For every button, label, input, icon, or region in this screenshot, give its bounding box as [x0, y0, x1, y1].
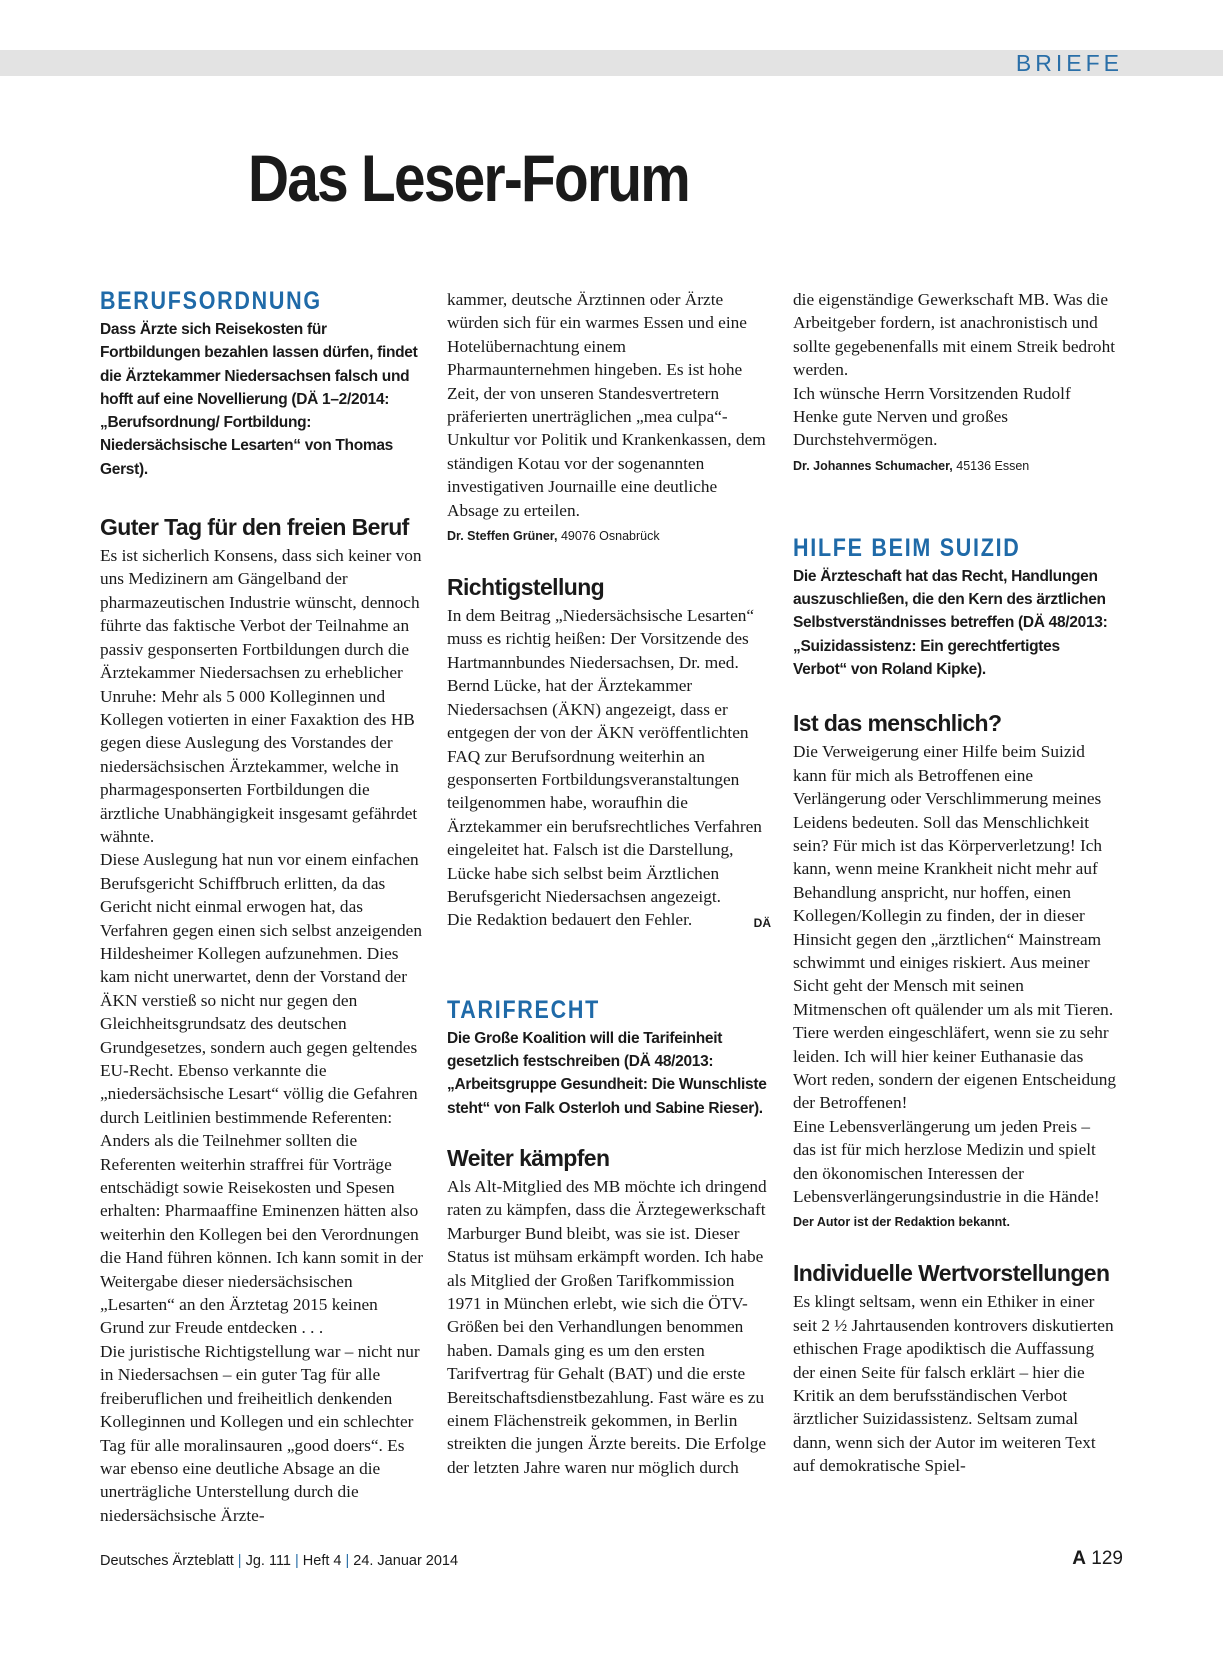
topic-berufsordnung: BERUFSORDNUNG	[100, 287, 322, 315]
signature-gruener	[447, 526, 771, 546]
article-guter-tag-continued	[447, 288, 771, 522]
paragraph: Diese Auslegung hat nun vor einem einfachen Berufsgericht Schiffbruch erlitten, da das Gericht nicht einmal erwogen hat, das Verfahren gegen einen sich selbst anzeigenden Hildesheimer Kollegen aufzunehmen. Dies kam nicht unerwartet, denn der Vorstand der ÄKN verstieß so nicht nur gegen den Gleichheitsgrundsatz des deutschen Grundgesetzes, sondern auch gegen geltendes EU-Recht. Ebenso verkannte die „niedersächsische Lesart“ völlig die Gefahren durch Leitlinien bestimmende Referenten: Anders als die Teilnehmer sollten die Referenten weiterhin straffrei für Vorträge entschädigt sowie Reisekosten und Spesen erhalten: Pharmaaffine Eminenzen hätten also weiterhin den Kollegen bei den Verordnungen die Hand führen können. Ich kann somit in der Weitergabe dieser niedersächsischen „Lesarten“ an den Ärztetag 2015 keinen Grund zur Freude entdecken . . .	[100, 850, 423, 1338]
column-3	[793, 288, 1117, 1478]
separator: |	[345, 1553, 350, 1569]
column-1	[100, 286, 424, 1527]
journal-name: Deutsches Ärzteblatt	[100, 1553, 234, 1569]
paragraph: Ich wünsche Herrn Vorsitzenden Rudolf Henke gute Nerven und großes Durchstehvermögen.	[793, 383, 1071, 450]
separator: |	[295, 1553, 299, 1569]
headline-individuelle-wertvorstellungen: Individuelle Wertvorstellungen	[793, 1260, 1110, 1287]
paragraph: In dem Beitrag „Niedersächsische Lesarten“ muss es richtig heißen: Der Vorsitzende des Hartmannbundes Niedersachsen, Dr. med. Bernd Lücke, hat der Ärztekammer Niedersachsen (ÄKN) angezeigt, dass er entgegen der von der ÄKN veröffentlichten FAQ zur Berufsordnung weiterhin an gesponserten Fortbildungsveranstaltungen teilgenommen habe, woraufhin die Ärztekammer ein berufsrechtliches Verfahren eingeleitet hat. Falsch ist die Darstellung, Lücke habe sich selbst beim Ärztlichen Berufsgericht Niedersachsen angezeigt.	[447, 606, 762, 906]
article-richtigstellung	[447, 604, 771, 932]
editor-marker: DÄ	[753, 916, 771, 931]
lead-berufsordnung: Dass Ärzte sich Reisekosten für Fortbildungen bezahlen lassen dürfen, findet die Ärztekammer Niedersachsen falsch und hofft auf eine Novellierung (DÄ 1–2/2014: „Berufsordnung/ Fortbildung: Niedersächsische Lesarten“ von Thomas Gerst).	[100, 321, 418, 478]
section-label: BRIEFE	[1015, 50, 1123, 76]
paragraph: Die juristische Richtigstellung war – nicht nur in Niedersachsen – ein guter Tag für alle freiberuflichen und freiheitlich denkenden Kolleginnen und Kollegen und ein schlechter Tag für alle moralinsauren „good doers“. Es war ebenso eine deutliche Absage an die unerträgliche Unterstellung durch die niedersächsische Ärzte-	[100, 1341, 420, 1525]
page-title: Das Leser-Forum	[248, 141, 690, 215]
article-individuelle-wertvorstellungen	[793, 1290, 1117, 1477]
paragraph: die eigenständige Gewerkschaft MB. Was die Arbeitgeber fordern, ist anachronistisch und sollte gegebenenfalls mit einem Streik bedroht werden.	[793, 290, 1116, 380]
article-weiter-kaempfen	[447, 1175, 771, 1479]
footer-citation	[100, 1553, 458, 1569]
journal-date: 24. Januar 2014	[353, 1553, 459, 1569]
paragraph: Die Verweigerung einer Hilfe beim Suizid kann für mich als Betroffenen eine Verlängerung oder Verschlimmerung meines Leidens bedeuten. Soll das Menschlichkeit sein? Für mich ist das Körperverletzung! Ich kann, wenn meine Krankheit nicht mehr auf Behandlung anspricht, nur hoffen, einen Kollegen/Kollegin zu finden, der in dieser Hinsicht gegen den „ärztlichen“ Mainstream schwimmt und einiges riskiert. Aus meiner Sicht geht der Mensch mit seinen Mitmenschen oft quälender um als mit Tieren. Tiere werden eingeschläfert, wenn sie zu sehr leiden. Ich will hier keiner Euthanasie das Wort reden, sondern der eigenen Entscheidung der Betroffenen!	[793, 742, 1117, 1113]
paragraph: Als Alt-Mitglied des MB möchte ich dringend raten zu kämpfen, dass die Ärztegewerkschaft Marburger Bund bleibt, was sie ist. Dieser Status ist mühsam erkämpft worden. Ich habe als Mitglied der Großen Tarifkommission 1971 in München erlebt, wie sich die ÖTV-Größen bei den Verhandlungen benommen haben. Damals ging es um den ersten Tarifvertrag für Gehalt (BAT) und die erste Bereitschaftsdienstbezahlung. Fast wäre es zu einem Flächenstreik gekommen, in Berlin streikten die jungen Ärzte bereits. Die Erfolge der letzten Jahre waren nur möglich durch	[447, 1176, 767, 1477]
headline-richtigstellung: Richtigstellung	[447, 574, 605, 601]
headline-ist-das-menschlich: Ist das menschlich?	[793, 710, 1002, 737]
separator: |	[237, 1553, 242, 1569]
headline-guter-tag: Guter Tag für den freien Beruf	[100, 514, 409, 541]
lead-hilfe-beim-suizid: Die Ärzteschaft hat das Recht, Handlungen auszuschließen, die den Kern des ärztlichen Selbstverständnisses betreffen (DÄ 48/2013: „Suizidassistenz: Ein gerechtfertigtes Verbot“ von Roland Kipke).	[793, 567, 1108, 679]
author-place: 45136 Essen	[956, 458, 1030, 473]
author-name: Dr. Johannes Schumacher,	[793, 458, 953, 473]
paragraph: Es ist sicherlich Konsens, dass sich keiner von uns Medizinern am Gängelband der pharmazeutischen Industrie wünscht, dennoch führte das faktische Verbot der Teilnahme an passiv gesponserten Fortbildungen durch die Ärztekammer Niedersachsen zu erheblicher Unruhe: Mehr als 5 000 Kolleginnen und Kollegen votierten in einer Faxaktion des HB gegen diese Auslegung des Vorstandes der niedersächsischen Ärztekammer, welche in pharmagesponserten Fortbildungen die ärztliche Unabhängigkeit insgesamt gefährdet wähnte.	[100, 546, 422, 846]
signature-anonymous	[793, 1212, 1117, 1232]
article-weiter-kaempfen-continued	[793, 288, 1117, 452]
page-number	[1072, 1548, 1123, 1570]
author-note: Der Autor ist der Redaktion bekannt.	[793, 1215, 1010, 1230]
signature-schumacher	[793, 456, 1117, 476]
topic-hilfe-beim-suizid: HILFE BEIM SUIZID	[793, 533, 1021, 562]
article-guter-tag	[100, 544, 424, 1527]
page-prefix: A	[1072, 1548, 1087, 1569]
headline-weiter-kaempfen: Weiter kämpfen	[447, 1144, 610, 1171]
paragraph	[447, 908, 771, 931]
author-place: 49076 Osnabrück	[560, 529, 660, 544]
author-name: Dr. Steffen Grüner,	[447, 529, 558, 544]
paragraph: Eine Lebensverlängerung um jeden Preis – das ist für mich herzlose Medizin und spielt den ökonomischen Interessen der Lebensverlängerungsindustrie in die Hände!	[793, 1116, 1100, 1207]
journal-volume: Jg. 111	[245, 1553, 291, 1569]
topic-tarifrecht: TARIFRECHT	[447, 995, 600, 1024]
journal-issue: Heft 4	[302, 1553, 342, 1569]
page-number-value: 129	[1091, 1548, 1123, 1569]
apology-text: Die Redaktion bedauert den Fehler.	[447, 910, 693, 930]
paragraph: kammer, deutsche Ärztinnen oder Ärzte würden sich für ein warmes Essen und eine Hotelübernachtung einem Pharmaunternehmen hingeben. Es ist hohe Zeit, der von unseren Standesvertretern präferierten unerträglichen „mea culpa“-Unkultur vor Politik und Krankenkassen, dem ständigen Kotau vor der sogenannten investigativen Journaille eine deutliche Absage zu erteilen.	[447, 290, 766, 520]
column-2	[447, 288, 771, 1479]
lead-tarifrecht: Die Große Koalition will die Tarifeinheit gesetzlich festschreiben (DÄ 48/2013: „Arbeitsgruppe Gesundheit: Die Wunschliste steht“ von Falk Osterloh und Sabine Rieser).	[447, 1029, 767, 1117]
article-ist-das-menschlich	[793, 740, 1117, 1208]
paragraph: Es klingt seltsam, wenn ein Ethiker in einer seit 2 ½ Jahrtausenden kontrovers diskutierten ethischen Frage apodiktisch die Auffassung der einen Seite für falsch erklärt – hier die Kritik an dem berufsständischen Verbot ärztlicher Suizidassistenz. Seltsam zumal dann, wenn sich der Autor im weiteren Text auf demokratische Spiel-	[793, 1292, 1114, 1476]
